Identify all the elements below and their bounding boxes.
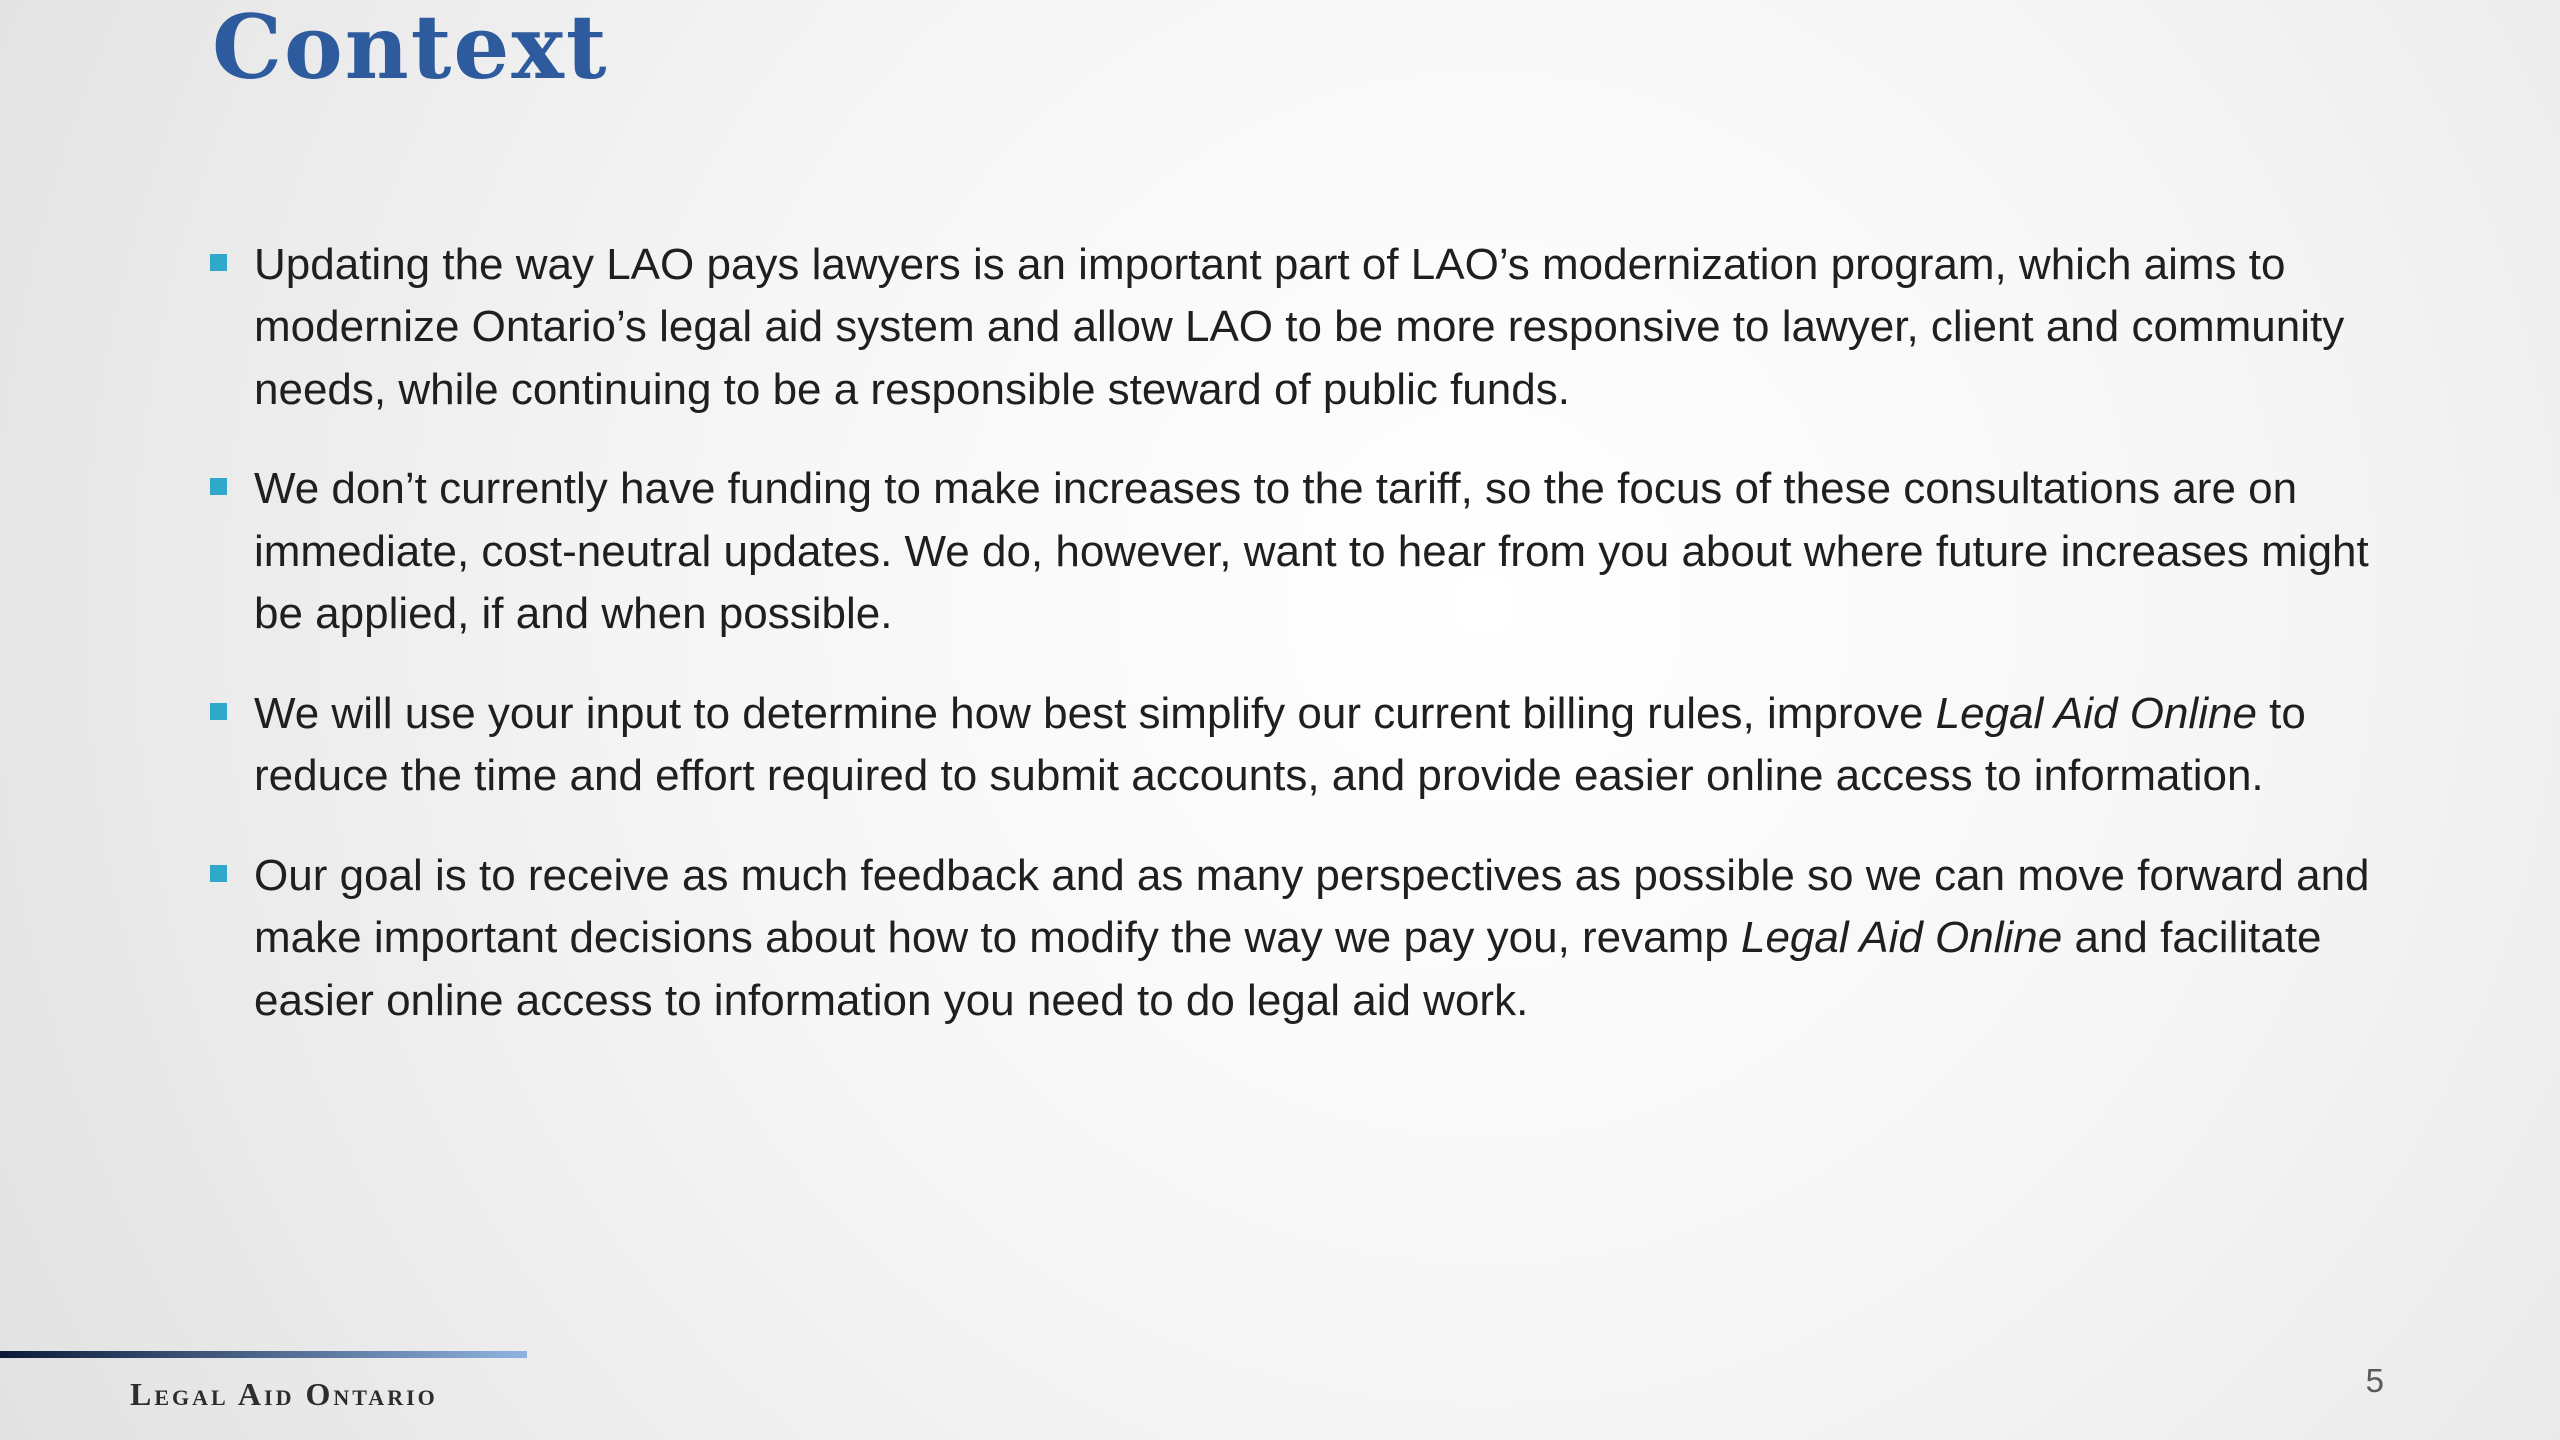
bullet-text xyxy=(254,683,2385,808)
page-number: 5 xyxy=(2365,1362,2384,1399)
bullet-text xyxy=(254,234,2385,421)
bullet-item xyxy=(210,683,2385,808)
bullet-text-segment-italic: Legal Aid Online xyxy=(1935,688,2257,738)
bullet-square-icon xyxy=(210,703,227,720)
bullet-square-icon xyxy=(210,254,227,271)
bullet-text xyxy=(254,845,2385,1032)
bullet-item xyxy=(210,845,2385,1032)
bullet-text-segment: We will use your input to determine how best simplify our current billing rules, improve xyxy=(254,688,1936,738)
bullet-text-segment-italic: Legal Aid Online xyxy=(1740,913,2063,963)
bullet-text-segment: Our goal is to receive as much feedback and as many perspectives as possible so we can move forward and make important decisions about how to modify the way we pay you, revamp xyxy=(254,850,2370,963)
bullet-square-icon xyxy=(210,478,227,495)
slide-title: Context xyxy=(212,0,609,99)
bullet-list xyxy=(210,234,2385,1069)
bullet-text-segment: Updating the way LAO pays lawyers is an important part of LAO’s modernization program, which aims to modernize Ontario’s legal aid system and allow LAO to be more responsive to lawyer, client and community needs, while continuing to be a responsible steward of public funds. xyxy=(254,240,2345,414)
bullet-text-segment: to reduce the time and effort required to submit accounts, and provide easier online access to information. xyxy=(254,688,2306,801)
bullet-text-segment: and facilitate easier online access to information you need to do legal aid work. xyxy=(254,913,2322,1025)
footer-organization-name: Legal Aid Ontario xyxy=(130,1376,438,1412)
bullet-square-icon xyxy=(210,865,227,882)
footer-divider-line xyxy=(0,1351,527,1358)
bullet-text-segment: We don’t currently have funding to make increases to the tariff, so the focus of these consultations are on immediate, cost-neutral updates. We do, however, want to hear from you about where future increases might be applied, if and when possible. xyxy=(254,464,2369,639)
bullet-item xyxy=(210,234,2385,421)
bullet-text xyxy=(254,458,2385,645)
bullet-item xyxy=(210,458,2385,645)
